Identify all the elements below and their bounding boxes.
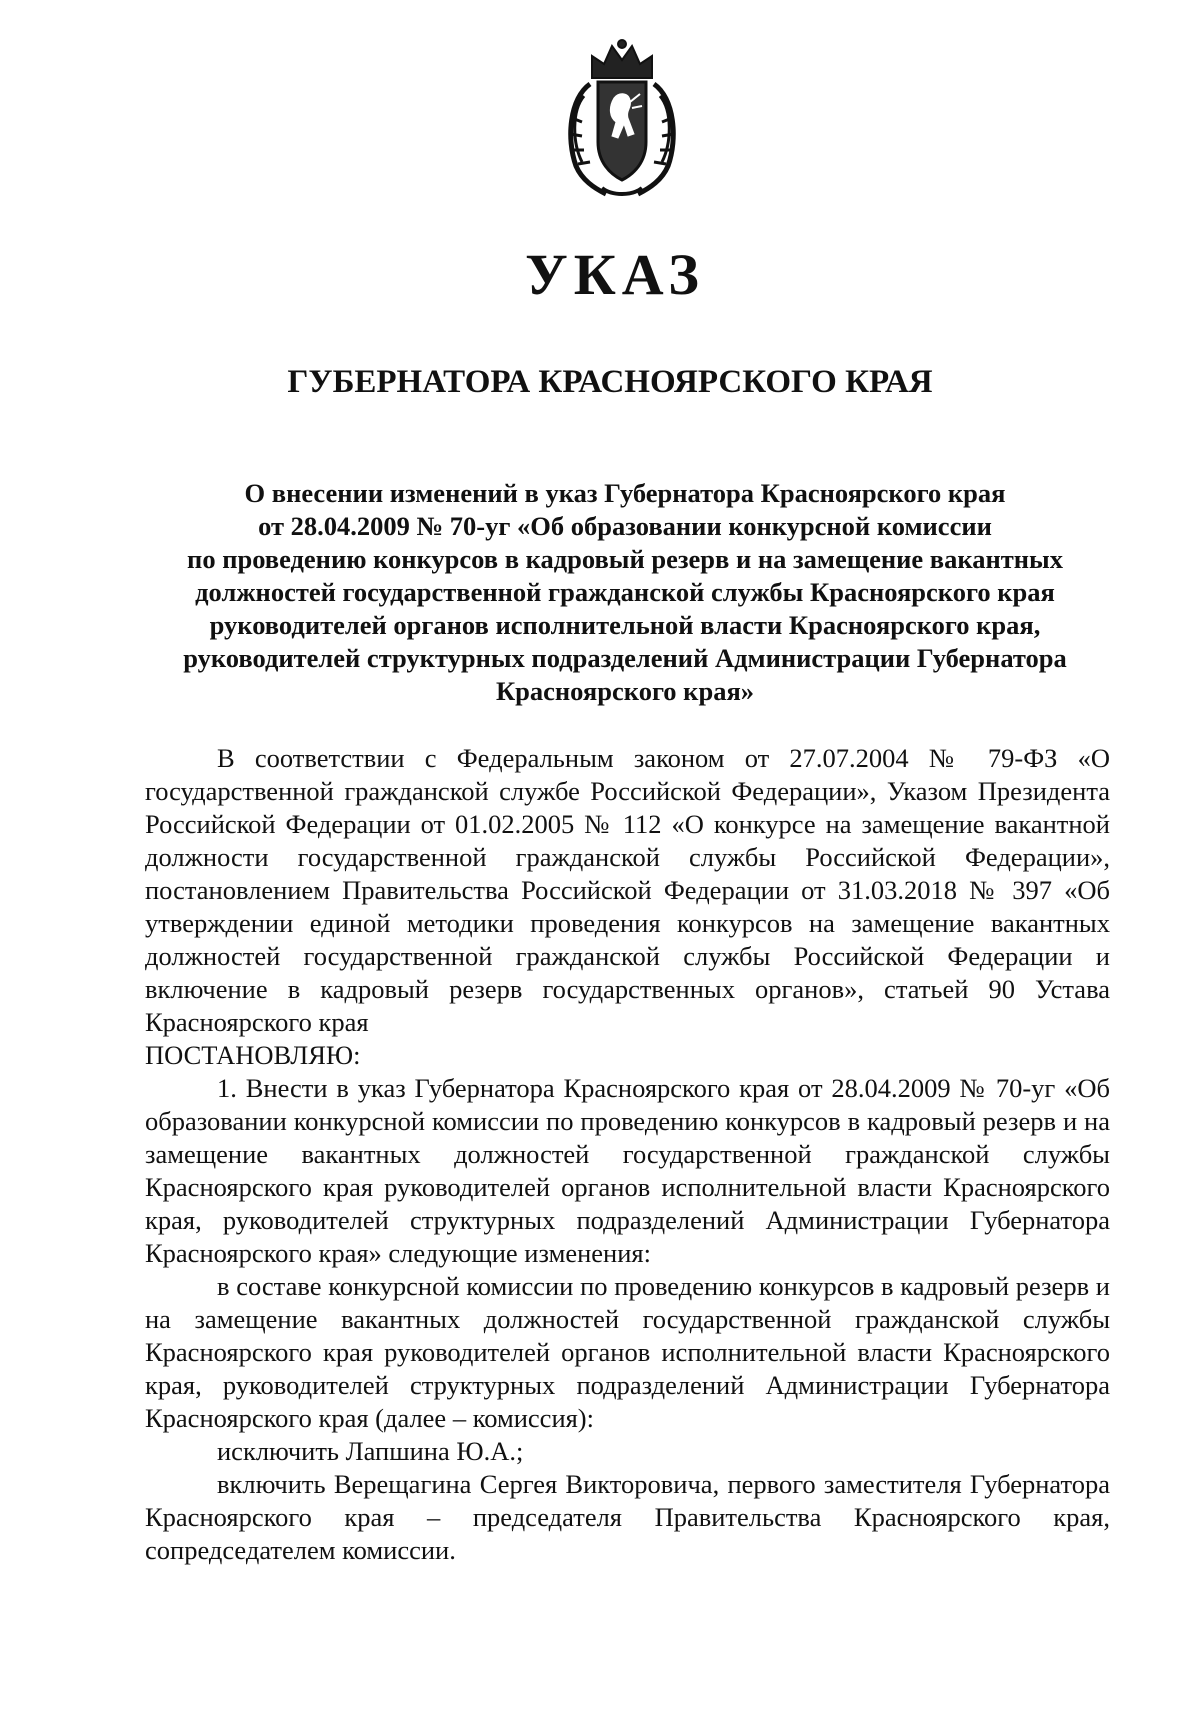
subject-line: по проведению конкурсов в кадровый резерв и на замещение вакантных	[187, 544, 1063, 574]
coat-of-arms-icon	[562, 38, 682, 200]
exclude-paragraph: исключить Лапшина Ю.А.;	[217, 1436, 524, 1466]
preamble-paragraph: В соответствии с Федеральным законом от 27.07.2004 № 79-ФЗ «О государственной гражданской службе Российской Федерации», Указом Президента Российской Федерации от 01.02.2005 № 112 «О конкурсе на замещение вакантной должности государственной гражданской службы Российской Федерации», постановлением Правительства Российской Федерации от 31.03.2018 № 397 «Об утверждении единой методики проведения конкурсов на замещение вакантных должностей государственной гражданской службы Российской Федерации и включение в кадровый резерв государственных органов», статьей 90 Устава Красноярского края	[145, 743, 1110, 1037]
subject-line: руководителей органов исполнительной власти Красноярского края,	[209, 610, 1041, 640]
item-1-paragraph: 1. Внести в указ Губернатора Красноярского края от 28.04.2009 № 70-уг «Об образовании конкурсной комиссии по проведению конкурсов в кадровый резерв и на замещение вакантных должностей государственной гражданской службы Красноярского края руководителей органов исполнительной власти Красноярского края, руководителей структурных подразделений Администрации Губернатора Красноярского края» следующие изменения:	[145, 1073, 1110, 1268]
subject-line: от 28.04.2009 № 70-уг «Об образовании конкурсной комиссии	[258, 511, 992, 541]
include-paragraph: включить Верещагина Сергея Викторовича, первого заместителя Губернатора Красноярского края – председателя Правительства Красноярского края, сопредседателем комиссии.	[145, 1469, 1110, 1565]
subject-line: Красноярского края»	[495, 676, 755, 706]
decree-word: ПОСТАНОВЛЯЮ:	[145, 1040, 361, 1070]
subject-line: О внесении изменений в указ Губернатора Красноярского края	[244, 478, 1006, 508]
document-type-title: УКАЗ	[525, 242, 705, 307]
issuer-title: ГУБЕРНАТОРА КРАСНОЯРСКОГО КРАЯ	[287, 364, 933, 400]
subject-line: руководителей структурных подразделений Администрации Губернатора	[183, 643, 1067, 673]
decree-subject	[145, 477, 1105, 708]
composition-paragraph: в составе конкурсной комиссии по проведению конкурсов в кадровый резерв и на замещение вакантных должностей государственной гражданской службы Красноярского края руководителей органов исполнительной власти Красноярского края, руководителей структурных подразделений Администрации Губернатора Красноярского края (далее – комиссия):	[145, 1271, 1110, 1433]
decree-body	[145, 742, 1110, 1567]
subject-line: должностей государственной гражданской службы Красноярского края	[195, 577, 1055, 607]
